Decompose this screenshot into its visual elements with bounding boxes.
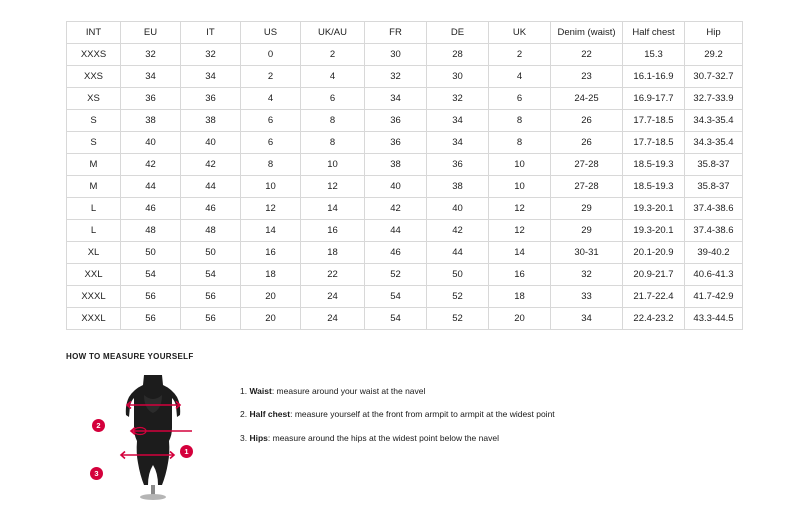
- cell: 36: [181, 88, 241, 110]
- cell: XXL: [67, 264, 121, 286]
- cell: 24: [301, 308, 365, 330]
- cell: 29: [551, 198, 623, 220]
- cell: 46: [121, 198, 181, 220]
- cell: 12: [241, 198, 301, 220]
- step-text: : measure around the hips at the widest point below the navel: [267, 432, 499, 443]
- cell: 15.3: [623, 44, 685, 66]
- cell: 40: [121, 132, 181, 154]
- cell: 48: [121, 220, 181, 242]
- cell: 40.6-41.3: [685, 264, 743, 286]
- cell: 36: [121, 88, 181, 110]
- cell: 50: [427, 264, 489, 286]
- cell: 6: [241, 132, 301, 154]
- cell: 44: [365, 220, 427, 242]
- cell: 46: [181, 198, 241, 220]
- cell: S: [67, 110, 121, 132]
- table-row: [67, 44, 743, 66]
- cell: 16.1-16.9: [623, 66, 685, 88]
- cell: 54: [121, 264, 181, 286]
- cell: 29.2: [685, 44, 743, 66]
- cell: 16: [489, 264, 551, 286]
- cell: 8: [301, 132, 365, 154]
- cell: 42: [121, 154, 181, 176]
- cell: 12: [301, 176, 365, 198]
- cell: 2: [489, 44, 551, 66]
- column-header-half-chest: Half chest: [623, 22, 685, 44]
- cell: M: [67, 176, 121, 198]
- cell: 12: [489, 220, 551, 242]
- cell: 42: [181, 154, 241, 176]
- cell: 8: [489, 110, 551, 132]
- cell: 17.7-18.5: [623, 110, 685, 132]
- step-label: Hips: [249, 432, 268, 443]
- step-label: Half chest: [249, 409, 291, 420]
- cell: 14: [301, 198, 365, 220]
- column-header-int: INT: [67, 22, 121, 44]
- cell: 22: [551, 44, 623, 66]
- cell: 20.1-20.9: [623, 242, 685, 264]
- how-to-measure-title: HOW TO MEASURE YOURSELF: [66, 352, 194, 361]
- cell: 50: [181, 242, 241, 264]
- cell: 18.5-19.3: [623, 176, 685, 198]
- cell: 56: [181, 308, 241, 330]
- size-conversion-table: [66, 21, 743, 330]
- measure-steps-list: [240, 373, 555, 455]
- step-number: 2.: [240, 409, 248, 420]
- cell: 30: [365, 44, 427, 66]
- cell: 14: [489, 242, 551, 264]
- cell: 10: [301, 154, 365, 176]
- cell: 34: [427, 110, 489, 132]
- measure-bullet-3: 3: [90, 467, 103, 480]
- column-header-eu: EU: [121, 22, 181, 44]
- cell: 6: [489, 88, 551, 110]
- column-header-fr: FR: [365, 22, 427, 44]
- cell: 4: [241, 88, 301, 110]
- column-header-uk-au: UK/AU: [301, 22, 365, 44]
- cell: 40: [181, 132, 241, 154]
- cell: 27-28: [551, 154, 623, 176]
- cell: L: [67, 198, 121, 220]
- cell: XS: [67, 88, 121, 110]
- cell: 34: [121, 66, 181, 88]
- cell: 16: [301, 220, 365, 242]
- table-row: [67, 154, 743, 176]
- cell: XXXS: [67, 44, 121, 66]
- cell: 29: [551, 220, 623, 242]
- cell: 10: [241, 176, 301, 198]
- measure-step-waist: [240, 385, 555, 397]
- cell: 10: [489, 176, 551, 198]
- table-header-row: [67, 22, 743, 44]
- cell: 14: [241, 220, 301, 242]
- table-row: [67, 176, 743, 198]
- column-header-it: IT: [181, 22, 241, 44]
- cell: 34: [551, 308, 623, 330]
- cell: 18.5-19.3: [623, 154, 685, 176]
- cell: 20: [241, 286, 301, 308]
- how-to-measure-body: [66, 373, 746, 503]
- measure-bullet-1: 1: [180, 445, 193, 458]
- cell: 34: [181, 66, 241, 88]
- table-row: [67, 110, 743, 132]
- cell: 52: [365, 264, 427, 286]
- cell: 37.4-38.6: [685, 198, 743, 220]
- cell: 35.8-37: [685, 176, 743, 198]
- table-row: [67, 286, 743, 308]
- cell: 19.3-20.1: [623, 198, 685, 220]
- cell: 20: [241, 308, 301, 330]
- cell: 0: [241, 44, 301, 66]
- cell: M: [67, 154, 121, 176]
- cell: 30: [427, 66, 489, 88]
- size-table-container: [66, 21, 732, 330]
- cell: 32: [181, 44, 241, 66]
- column-header-us: US: [241, 22, 301, 44]
- cell: 6: [241, 110, 301, 132]
- cell: 27-28: [551, 176, 623, 198]
- cell: 38: [427, 176, 489, 198]
- cell: 50: [121, 242, 181, 264]
- cell: 44: [181, 176, 241, 198]
- cell: 38: [365, 154, 427, 176]
- measure-bullet-2: 2: [92, 419, 105, 432]
- cell: 20.9-21.7: [623, 264, 685, 286]
- cell: XL: [67, 242, 121, 264]
- cell: 20: [489, 308, 551, 330]
- step-label: Waist: [249, 386, 272, 396]
- how-to-measure-section: [66, 352, 746, 503]
- cell: 24-25: [551, 88, 623, 110]
- table-row: [67, 220, 743, 242]
- cell: 18: [301, 242, 365, 264]
- cell: 16.9-17.7: [623, 88, 685, 110]
- cell: 54: [365, 286, 427, 308]
- column-header-uk: UK: [489, 22, 551, 44]
- cell: 28: [427, 44, 489, 66]
- cell: 38: [121, 110, 181, 132]
- cell: XXS: [67, 66, 121, 88]
- cell: 36: [365, 132, 427, 154]
- table-row: [67, 242, 743, 264]
- mannequin-illustration: [114, 373, 192, 501]
- cell: 17.7-18.5: [623, 132, 685, 154]
- cell: 18: [241, 264, 301, 286]
- cell: 8: [241, 154, 301, 176]
- cell: 16: [241, 242, 301, 264]
- cell: 30-31: [551, 242, 623, 264]
- table-row: [67, 308, 743, 330]
- cell: 33: [551, 286, 623, 308]
- table-row: [67, 88, 743, 110]
- step-number: 3.: [240, 432, 248, 443]
- cell: 39-40.2: [685, 242, 743, 264]
- cell: 52: [427, 286, 489, 308]
- cell: 32.7-33.9: [685, 88, 743, 110]
- cell: 32: [121, 44, 181, 66]
- cell: 22.4-23.2: [623, 308, 685, 330]
- cell: 48: [181, 220, 241, 242]
- cell: 12: [489, 198, 551, 220]
- cell: 34.3-35.4: [685, 110, 743, 132]
- table-row: [67, 198, 743, 220]
- cell: 19.3-20.1: [623, 220, 685, 242]
- cell: 40: [427, 198, 489, 220]
- cell: 4: [489, 66, 551, 88]
- cell: L: [67, 220, 121, 242]
- cell: 38: [181, 110, 241, 132]
- step-text: : measure yourself at the front from armpit to armpit at the widest point: [290, 409, 555, 420]
- mannequin-figure-area: [96, 373, 216, 503]
- table-head: [67, 22, 743, 44]
- table-row: [67, 66, 743, 88]
- cell: 56: [121, 308, 181, 330]
- cell: 6: [301, 88, 365, 110]
- cell: 10: [489, 154, 551, 176]
- column-header-denim-waist: Denim (waist): [551, 22, 623, 44]
- cell: 8: [301, 110, 365, 132]
- cell: 42: [365, 198, 427, 220]
- cell: 37.4-38.6: [685, 220, 743, 242]
- cell: 46: [365, 242, 427, 264]
- cell: 44: [121, 176, 181, 198]
- table-row: [67, 264, 743, 286]
- table-body: [67, 44, 743, 330]
- measure-step-half-chest: [240, 408, 555, 420]
- cell: 24: [301, 286, 365, 308]
- cell: 36: [365, 110, 427, 132]
- cell: 34.3-35.4: [685, 132, 743, 154]
- cell: 42: [427, 220, 489, 242]
- cell: 54: [181, 264, 241, 286]
- cell: 40: [365, 176, 427, 198]
- cell: 44: [427, 242, 489, 264]
- cell: 23: [551, 66, 623, 88]
- cell: 35.8-37: [685, 154, 743, 176]
- step-number: 1.: [240, 386, 248, 396]
- cell: 54: [365, 308, 427, 330]
- cell: 34: [427, 132, 489, 154]
- cell: S: [67, 132, 121, 154]
- step-text: : measure around your waist at the navel: [271, 386, 426, 396]
- table-row: [67, 132, 743, 154]
- cell: 52: [427, 308, 489, 330]
- cell: 26: [551, 132, 623, 154]
- cell: XXXL: [67, 286, 121, 308]
- cell: 32: [365, 66, 427, 88]
- cell: 2: [301, 44, 365, 66]
- cell: 30.7-32.7: [685, 66, 743, 88]
- cell: 18: [489, 286, 551, 308]
- column-header-hip: Hip: [685, 22, 743, 44]
- measure-step-hips: [240, 432, 555, 444]
- cell: 2: [241, 66, 301, 88]
- cell: 41.7-42.9: [685, 286, 743, 308]
- column-header-de: DE: [427, 22, 489, 44]
- cell: 8: [489, 132, 551, 154]
- cell: XXXL: [67, 308, 121, 330]
- cell: 26: [551, 110, 623, 132]
- cell: 36: [427, 154, 489, 176]
- cell: 4: [301, 66, 365, 88]
- cell: 56: [181, 286, 241, 308]
- cell: 22: [301, 264, 365, 286]
- cell: 34: [365, 88, 427, 110]
- cell: 21.7-22.4: [623, 286, 685, 308]
- cell: 43.3-44.5: [685, 308, 743, 330]
- cell: 32: [551, 264, 623, 286]
- cell: 56: [121, 286, 181, 308]
- cell: 32: [427, 88, 489, 110]
